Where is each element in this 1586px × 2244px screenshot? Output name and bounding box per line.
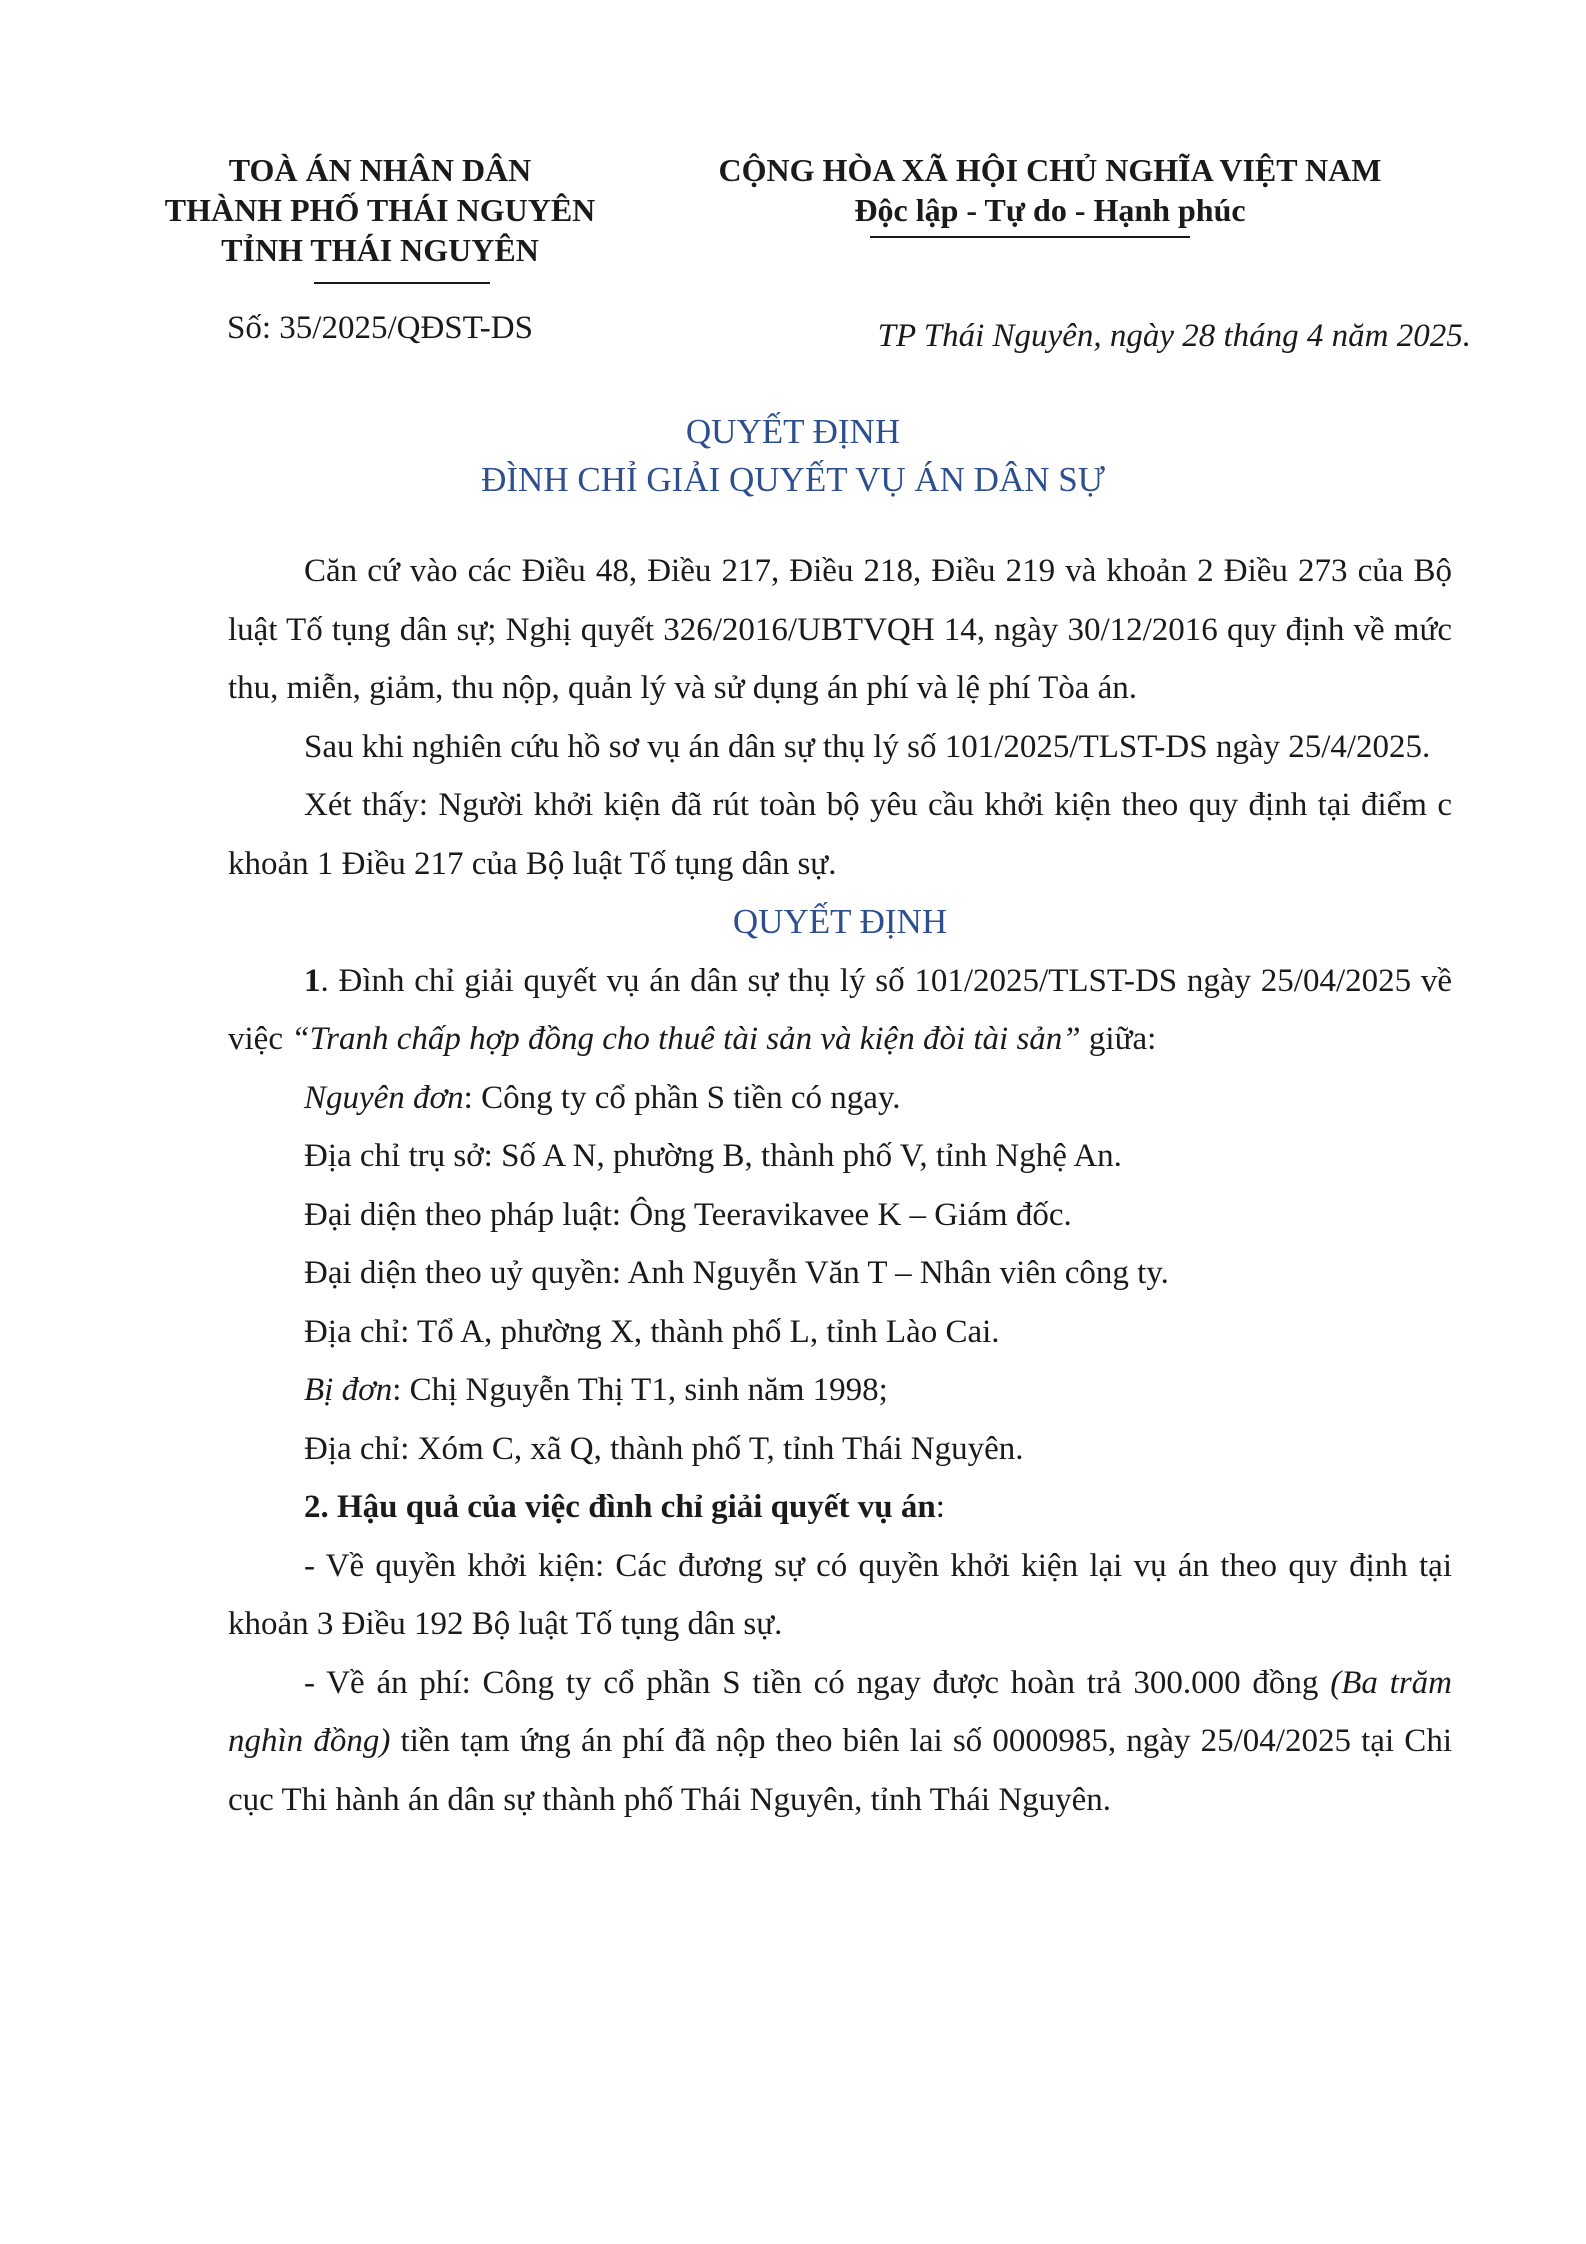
decision-heading: QUYẾT ĐỊNH	[732, 902, 948, 941]
legal-basis-paragraph: Căn cứ vào các Điều 48, Điều 217, Điều 218, Điều 219 và khoản 2 Điều 273 của Bộ luật Tố tụng dân sự; Nghị quyết 326/2016/UBTVQH 14, ngày 30/12/2016 quy định về mức thu, miễn, giảm, thu nộp, quản lý và sử dụng án phí và lệ phí Tòa án.	[228, 553, 1452, 706]
document-body	[228, 542, 1452, 1829]
item-1-text: . Đình chỉ giải quyết vụ án dân sự thụ lý số 101/2025/TLST-DS ngày 25/04/2025 về việc	[228, 962, 1452, 1057]
item-1-tail: giữa:	[1080, 1021, 1157, 1057]
right-to-sue-paragraph: - Về quyền khởi kiện: Các đương sự có quyền khởi kiện lại vụ án theo quy định tại khoản 3 Điều 192 Bộ luật Tố tụng dân sự.	[228, 1547, 1452, 1642]
defendant-value: : Chị Nguyễn Thị T1, sinh năm 1998;	[392, 1372, 888, 1408]
court-name-line1: TOÀ ÁN NHÂN DÂN	[228, 152, 532, 188]
representative-address: Địa chỉ: Tổ A, phường X, thành phố L, tỉnh Lào Cai.	[304, 1313, 1000, 1350]
review-paragraph: Sau khi nghiên cứu hồ sơ vụ án dân sự thụ lý số 101/2025/TLST-DS ngày 25/4/2025.	[304, 728, 1431, 765]
item-2-heading-line	[228, 1478, 1452, 1537]
item-2-heading: 2. Hậu quả của việc đình chỉ giải quyết vụ án	[304, 1489, 936, 1525]
motto-underline	[870, 236, 1190, 238]
nation-header	[650, 150, 1450, 230]
decision-subtitle: ĐÌNH CHỈ GIẢI QUYẾT VỤ ÁN DÂN SỰ	[481, 460, 1105, 499]
legal-representative: Đại diện theo pháp luật: Ông Teeravikavee K – Giám đốc.	[304, 1196, 1072, 1233]
case-title: “Tranh chấp hợp đồng cho thuê tài sản và kiện đòi tài sản”	[291, 1021, 1081, 1057]
court-header	[130, 150, 630, 270]
nation-motto: Độc lập - Tự do - Hạnh phúc	[854, 192, 1246, 228]
court-underline	[314, 282, 490, 284]
place-date: TP Thái Nguyên, ngày 28 tháng 4 năm 2025.	[877, 318, 1471, 354]
court-fee-paragraph	[228, 1654, 1452, 1830]
defendant-address: Địa chỉ: Xóm C, xã Q, thành phố T, tỉnh Thái Nguyên.	[304, 1430, 1024, 1467]
nation-name: CỘNG HÒA XÃ HỘI CHỦ NGHĨA VIỆT NAM	[718, 152, 1382, 188]
plaintiff-value: : Công ty cổ phần S tiền có ngay.	[463, 1079, 901, 1116]
fee-in-words: (Ba trăm nghìn đồng)	[228, 1664, 1452, 1759]
finding-paragraph: Xét thấy: Người khởi kiện đã rút toàn bộ yêu cầu khởi kiện theo quy định tại điểm c khoản 1 Điều 217 của Bộ luật Tố tụng dân sự.	[228, 787, 1452, 882]
decision-item-1	[228, 952, 1452, 1069]
court-name-line2: THÀNH PHỐ THÁI NGUYÊN	[164, 192, 596, 228]
fee-text-a: - Về án phí: Công ty cổ phần S tiền có ngay được hoàn trả 300.000 đồng	[304, 1664, 1331, 1701]
defendant-line	[228, 1361, 1452, 1420]
plaintiff-line	[228, 1069, 1452, 1128]
decision-title: QUYẾT ĐỊNH	[685, 412, 901, 451]
item-2-colon: :	[935, 1489, 945, 1525]
plaintiff-label: Nguyên đơn	[304, 1079, 464, 1116]
court-name-line3: TỈNH THÁI NGUYÊN	[221, 232, 539, 268]
item-1-number: 1	[304, 962, 321, 999]
document-number: Số: 35/2025/QĐST-DS	[227, 310, 533, 346]
fee-text-b: tiền tạm ứng án phí đã nộp theo biên lai số 0000985, ngày 25/04/2025 tại Chi cục Thi hành án dân sự thành phố Thái Nguyên, tỉnh Thái Nguyên.	[228, 1723, 1452, 1818]
defendant-label: Bị đơn	[304, 1372, 393, 1408]
authorized-representative: Đại diện theo uỷ quyền: Anh Nguyễn Văn T – Nhân viên công ty.	[304, 1255, 1169, 1291]
plaintiff-address: Địa chỉ trụ sở: Số A N, phường B, thành phố V, tỉnh Nghệ An.	[304, 1138, 1122, 1174]
